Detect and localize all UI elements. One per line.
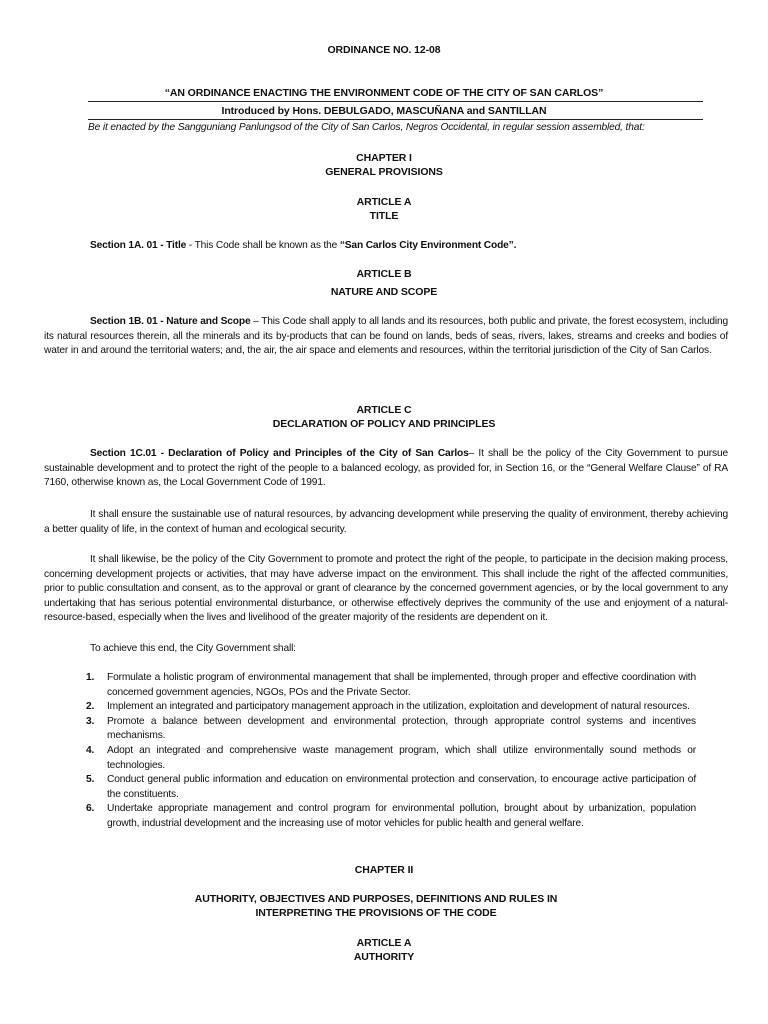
list-item [86, 802, 696, 831]
list-item [86, 773, 696, 802]
list-item [86, 700, 696, 715]
list-number: 1. [86, 672, 95, 683]
enactment-clause: Be it enacted by the Sangguniang Panlungsod of the City of San Carlos, Negros Occidental, in regular session assembled, that: [88, 122, 645, 133]
list-number: 3. [86, 715, 95, 727]
section-1c [44, 447, 728, 491]
section-1c-text: – It shall be the policy of the City Government to pursue sustainable development and to protect the right of the people to a balanced ecology, as provided for, in Section 16, or the “General Welfare Clause” of RA 7160, otherwise known as, the Local Government Code of 1991. [44, 448, 728, 489]
introduced-by: Introduced by Hons. DEBULGADO, MASCUÑANA and SANTILLAN [221, 105, 547, 117]
chapter-1-label: CHAPTER I [356, 152, 412, 164]
section-1b [44, 315, 728, 359]
article-c-label: ARTICLE C [356, 404, 412, 416]
list-text: Conduct general public information and education on environmental protection and conservation, to encourage active participation of the constituents. [107, 774, 696, 800]
ordinance-number: ORDINANCE NO. 12-08 [327, 44, 441, 56]
article-a-label: ARTICLE A [356, 196, 412, 208]
chapter-1-title: GENERAL PROVISIONS [325, 166, 443, 178]
list-number: 5. [86, 774, 95, 786]
article-a-title: TITLE [369, 210, 399, 222]
section-1c-heading: Section 1C.01 - Declaration of Policy and Principles of the City of San Carlos [90, 448, 469, 459]
article-a-authority-title: AUTHORITY [353, 951, 415, 963]
section-1c-para-4 [44, 642, 728, 657]
chapter-2-title-line-2: INTERPRETING THE PROVISIONS OF THE CODE [255, 907, 497, 919]
section-1c-para-3 [44, 553, 728, 626]
section-1c-para-3-text: It shall likewise, be the policy of the City Government to promote and protect the right of the people, to participate in the decision making process, concerning development projects or activities, that may have adverse impact on the environment. This shall include the right of the affected communities, prior to public consultation and consent, as to the approval or grant of clearance by the concerned government agencies, or by the local government to any undertaking that has serious potential environmental disturbance, or otherwise effectively deprives the community of the use and enjoyment of a natural-resource-based, especially when the lives and livelihood of the greater majority of the residents are dependent on it. [44, 554, 728, 624]
article-a-authority-label: ARTICLE A [356, 937, 412, 949]
policy-list [86, 671, 696, 832]
section-1b-heading: Section 1B. 01 - Nature and Scope [90, 316, 251, 327]
chapter-2-label: CHAPTER II [354, 864, 414, 876]
section-1a-name: “San Carlos City Environment Code”. [339, 240, 517, 251]
article-c-title: DECLARATION OF POLICY AND PRINCIPLES [272, 418, 496, 430]
list-text: Adopt an integrated and comprehensive waste management program, which shall utilize environmentally sound methods or technologies. [107, 744, 696, 771]
section-1a-text: - This Code shall be known as the [186, 240, 340, 251]
list-item [86, 715, 696, 744]
chapter-2-title-line-1: AUTHORITY, OBJECTIVES AND PURPOSES, DEFINITIONS AND RULES IN [194, 893, 558, 905]
list-item [86, 744, 696, 773]
section-1c-para-2-text: It shall ensure the sustainable use of natural resources, by advancing development while preserving the quality of environment, thereby achieving a better quality of life, in the context of human and ecological security. [44, 509, 728, 535]
section-1a-heading: Section 1A. 01 - Title [90, 240, 187, 251]
section-1c-para-4-text: To achieve this end, the City Government shall: [90, 643, 296, 654]
ordinance-title: “AN ORDINANCE ENACTING THE ENVIRONMENT CODE OF THE CITY OF SAN CARLOS” [164, 87, 604, 99]
list-text: Formulate a holistic program of environmental management that shall be implemented, through proper and effective coordination with concerned government agencies, NGOs, POs and the Private Sector. [107, 672, 696, 698]
section-1a [44, 239, 728, 254]
section-1c-para-2 [44, 508, 728, 537]
article-b-title: NATURE AND SCOPE [330, 286, 438, 298]
divider-bottom [88, 119, 703, 120]
article-b-label: ARTICLE B [356, 268, 412, 280]
list-text: Undertake appropriate management and control program for environmental pollution, brought about by urbanization, population growth, industrial development and the increasing use of motor vehicles for public health and general welfare. [107, 803, 696, 829]
list-number: 4. [86, 744, 95, 756]
list-item [86, 671, 696, 700]
divider-top [88, 101, 703, 102]
list-text: Promote a balance between development and environmental protection, through appropriate control systems and incentives mechanisms. [107, 715, 696, 742]
section-1b-text: – This Code shall apply to all lands and its resources, both public and private, the forest ecosystem, including its natural resources therein, all the minerals and its by-products that can be found on lands, beds of seas, rivers, lakes, streams and creeks and bodies of water in and around the territorial waters; and, the air, the air space and elements and resources, within the territorial jurisdiction of the City of San Carlos. [44, 316, 729, 357]
list-number: 6. [86, 803, 95, 815]
list-text: Implement an integrated and participatory management approach in the utilization, exploitation and development of natural resources. [107, 701, 690, 713]
list-number: 2. [86, 701, 95, 713]
